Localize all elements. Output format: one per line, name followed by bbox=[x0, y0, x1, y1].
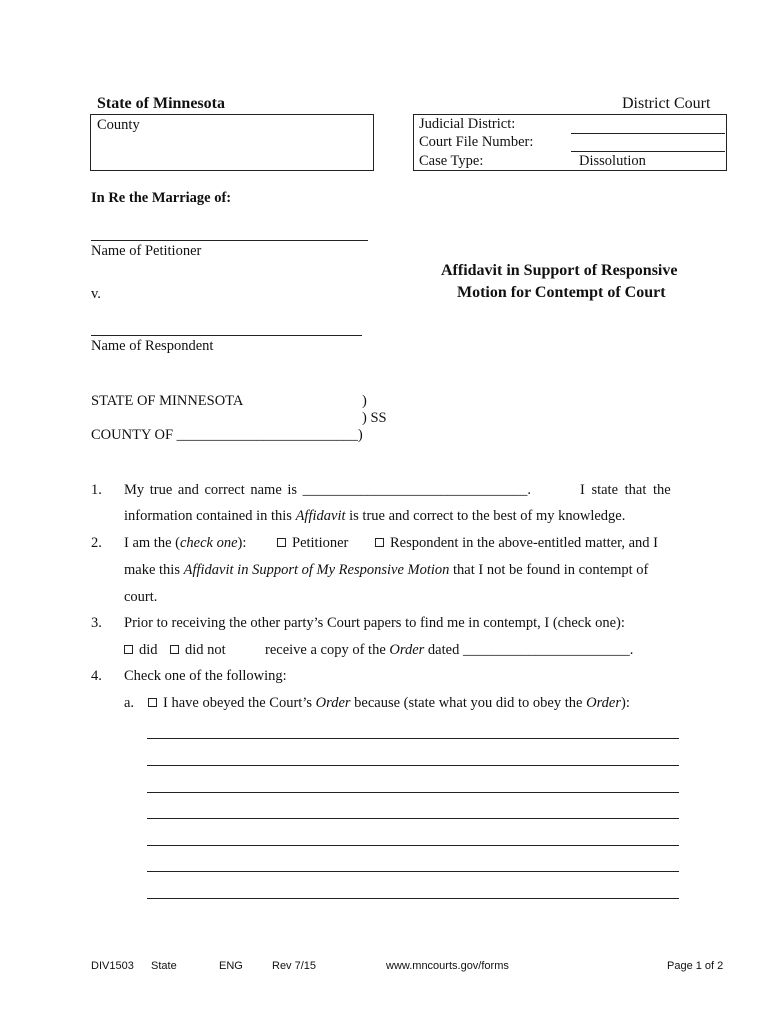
answer-line[interactable] bbox=[147, 765, 679, 766]
footer-form-id: DIV1503 bbox=[91, 960, 134, 972]
order-term: Order bbox=[315, 695, 351, 711]
versus-label: v. bbox=[91, 286, 101, 302]
item2-line2 bbox=[124, 557, 648, 584]
answer-line[interactable] bbox=[147, 738, 679, 739]
did-option-label: did bbox=[139, 642, 158, 658]
item3-line2 bbox=[265, 637, 633, 664]
item3-text: receive a copy of the bbox=[265, 642, 390, 658]
respondent-option[interactable] bbox=[375, 530, 658, 557]
order-term: Order bbox=[389, 642, 425, 658]
did-not-checkbox[interactable] bbox=[170, 645, 179, 654]
did-not-option-label: did not bbox=[185, 642, 226, 658]
item4-sub-label: a. bbox=[124, 695, 135, 711]
respondent-name-field[interactable] bbox=[91, 335, 362, 336]
affidavit-motion-term: Affidavit in Support of My Responsive Motion bbox=[183, 562, 450, 578]
item1-line1-left: My true and correct name is _______________________________. bbox=[124, 482, 532, 498]
county-label: County bbox=[97, 117, 140, 133]
obeyed-text-end: ): bbox=[621, 695, 630, 711]
item2-line1 bbox=[124, 530, 246, 557]
petitioner-name-field[interactable] bbox=[91, 240, 368, 241]
state-title: State of Minnesota bbox=[97, 95, 225, 112]
case-type-label: Case Type: bbox=[419, 153, 484, 169]
venue-county: COUNTY OF _________________________) bbox=[91, 427, 363, 443]
item2-text: make this bbox=[124, 562, 184, 578]
item2-prefix: I am the ( bbox=[124, 535, 180, 551]
item-number: 2. bbox=[91, 535, 102, 551]
footer-page-number: Page 1 of 2 bbox=[667, 960, 724, 972]
venue-state: STATE OF MINNESOTA bbox=[91, 393, 244, 409]
footer-language: ENG bbox=[219, 960, 243, 972]
county-box bbox=[90, 114, 374, 171]
footer-website: www.mncourts.gov/forms bbox=[386, 960, 509, 972]
answer-line[interactable] bbox=[147, 845, 679, 846]
item4-line1: Check one of the following: bbox=[124, 668, 287, 684]
petitioner-option-label: Petitioner bbox=[292, 535, 349, 551]
respondent-label: Name of Respondent bbox=[91, 338, 214, 354]
petitioner-label: Name of Petitioner bbox=[91, 243, 202, 259]
item1-line2 bbox=[124, 503, 625, 530]
answer-line[interactable] bbox=[147, 871, 679, 872]
case-type-value: Dissolution bbox=[579, 153, 646, 169]
item2-prefix-end: ): bbox=[237, 535, 247, 551]
obeyed-text: I have obeyed the Court’s bbox=[163, 695, 316, 711]
judicial-district-field[interactable] bbox=[571, 133, 725, 134]
item-number: 1. bbox=[91, 482, 102, 498]
item2-text-end: that I not be found in contempt of bbox=[449, 562, 649, 578]
item2-line3: court. bbox=[124, 589, 158, 605]
answer-line[interactable] bbox=[147, 818, 679, 819]
item1-line1-right: I state that the bbox=[580, 482, 671, 498]
footer-revision: Rev 7/15 bbox=[272, 960, 317, 972]
court-file-number-field[interactable] bbox=[571, 151, 725, 152]
judicial-district-label: Judicial District: bbox=[419, 116, 516, 132]
document-title-line2: Motion for Contempt of Court bbox=[457, 284, 666, 301]
item3-line1: Prior to receiving the other party’s Court papers to find me in contempt, I (check one): bbox=[124, 615, 625, 631]
respondent-option-label: Respondent in the above-entitled matter, and I bbox=[390, 535, 658, 551]
obeyed-option[interactable] bbox=[148, 690, 630, 717]
document-title-line1: Affidavit in Support of Responsive bbox=[441, 262, 678, 279]
item3-text-end: dated _______________________. bbox=[424, 642, 634, 658]
affidavit-term: Affidavit bbox=[295, 508, 346, 524]
did-not-option[interactable] bbox=[170, 637, 226, 664]
order-term: Order bbox=[586, 695, 621, 711]
did-option[interactable] bbox=[124, 637, 158, 664]
obeyed-checkbox[interactable] bbox=[148, 698, 157, 707]
item-number: 4. bbox=[91, 668, 102, 684]
item1-text: information contained in this bbox=[124, 508, 296, 524]
venue-paren: ) bbox=[362, 393, 367, 409]
answer-line[interactable] bbox=[147, 792, 679, 793]
petitioner-checkbox[interactable] bbox=[277, 538, 286, 547]
item-number: 3. bbox=[91, 615, 102, 631]
item1-text-end: is true and correct to the best of my knowledge. bbox=[345, 508, 626, 524]
petitioner-option[interactable] bbox=[277, 530, 348, 557]
answer-line[interactable] bbox=[147, 898, 679, 899]
court-file-number-label: Court File Number: bbox=[419, 134, 534, 150]
obeyed-text-mid: because (state what you did to obey the bbox=[350, 695, 587, 711]
check-one-term: check one bbox=[179, 535, 238, 551]
in-re-marriage-label: In Re the Marriage of: bbox=[91, 190, 232, 206]
venue-ss: ) SS bbox=[362, 410, 387, 426]
respondent-checkbox[interactable] bbox=[375, 538, 384, 547]
court-title: District Court bbox=[622, 95, 711, 112]
footer-jurisdiction: State bbox=[151, 960, 177, 972]
did-checkbox[interactable] bbox=[124, 645, 133, 654]
